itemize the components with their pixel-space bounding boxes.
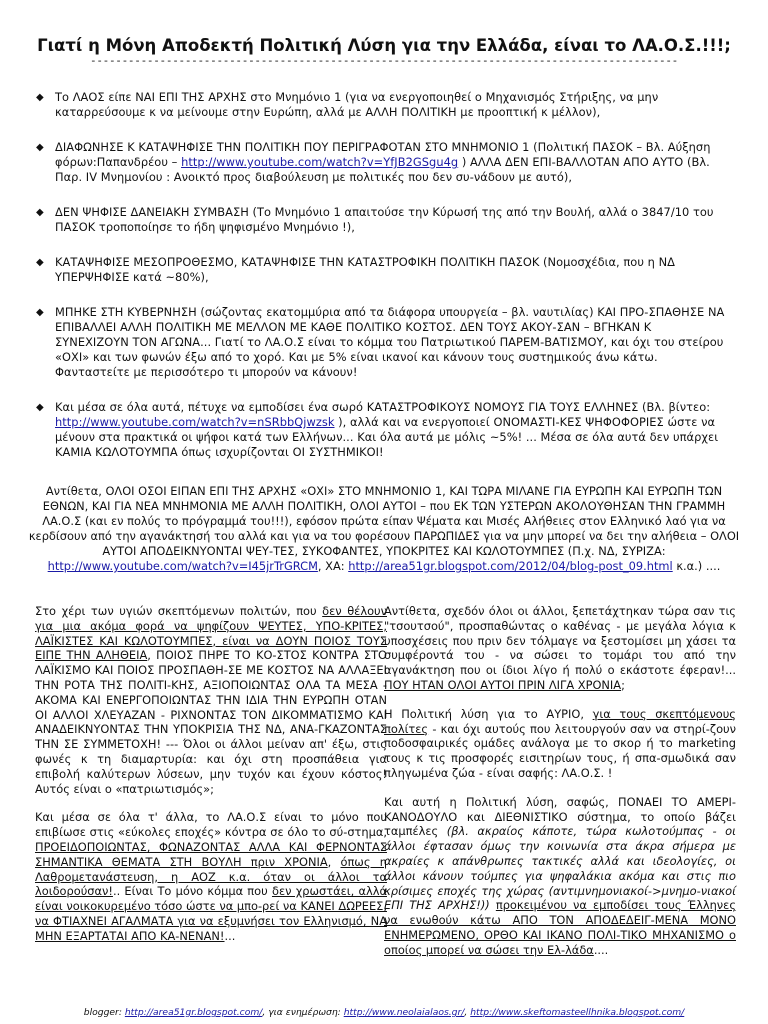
underlined-text: προκειμένου να εμποδίσει τους Έλληνες να ενωθούν κάτω ΑΠΟ ΤΟΝ ΑΠΟΔΕΔΕΙΓ-ΜΕΝΑ ΜΟΝΟ ΕΝΗΜΕΡΩΜΕΝΟ, ΟΡΘΟ ΚΑΙ ΙΚΑΝΟ ΠΟΛΙ-ΤΙΚΟ ΜΗΧΑΝΙΣΜΟ ο οποίος μπορεί να σώσει την Ελ-λάδα — [384, 898, 737, 957]
footer-link[interactable]: http://www.neolaialaos.gr/ — [343, 1007, 465, 1018]
bullet-list — [36, 90, 726, 480]
paragraph-text: .. Είναι Το μόνο κόμμα που — [112, 884, 272, 899]
diamond-bullet-icon: ◆ — [36, 307, 44, 318]
bullet-text: ΜΠΗΚΕ ΣΤΗ ΚΥΒΕΡΝΗΣΗ (σώζοντας εκατομμύρια από τα διάφορα υπουργεία – βλ. ναυτιλίας) ΚΑΙ ΠΡΟ-ΣΠΑΘΗΣΕ ΝΑ ΕΠΙΒΑΛΛΕΙ ΑΛΛΗ ΠΟΛΙΤΙΚΗ ΜΕ ΜΕΛΛΟΝ ΜΕ ΚΑΘΕ ΠΟΛΙΤΙΚΟ ΚΟΣΤΟΣ. ΔΕΝ ΤΟΥΣ ΑΚΟΥ-ΣΑΝ – ΒΓΗΚΑΝ Κ ΣΥΝΕΧΙΖΟΥΝ ΤΟΝ ΑΓΩΝΑ... Γιατί το ΛΑ.Ο.Σ είναι το κόμμα του Πατριωτικού ΠΑΡΕΜ-ΒΑΤΙΣΜΟΥ, και όχι του στείρου «ΟΧΙ» και των φωνών έξω από το χορό. Και με 5% είναι ικανοί και κάνουν τους συστημικούς άνω κάτω. Φανταστείτε με περισσότερο τι μπορούν να κάνουν! — [55, 305, 725, 379]
underlined-text: για τους σκεπτόμενους πολίτες — [384, 706, 736, 736]
youtube-link[interactable]: http://www.youtube.com/watch?v=I45jrTrGRCM — [47, 559, 318, 573]
youtube-link[interactable]: http://www.youtube.com/watch?v=YfJB2GSgu4g — [181, 155, 459, 169]
blog-link[interactable]: http://area51gr.blogspot.com/2012/04/blog-post_09.html — [348, 559, 673, 573]
paragraph-text: , — [327, 854, 341, 869]
left-column — [35, 604, 387, 958]
underlined-text: δεν χρωστάει, αλλά είναι νοικοκυρεμένο τόσο ώστε να μπο-ρεί να ΚΑΝΕΙ ΔΩΡΕΕΣ, να ΦΤΙΑΧΝΕΙ ΑΓΑΛΜΑΤΑ για να εξυμνήσει τον Ελληνισμό, ΝΑ ΜΗΝ ΕΞΑΡΤΑΤΑΙ ΑΠΟ ΚΑ-ΝΕΝΑΝ! — [35, 884, 387, 943]
paragraph — [35, 604, 387, 796]
bullet-text: Και μέσα σε όλα αυτά, πέτυχε να εμποδίσει ένα σωρό ΚΑΤΑΣΤΡΟΦΙΚΟΥΣ ΝΟΜΟΥΣ ΓΙΑ ΤΟΥΣ ΕΛΛΗΝΕΣ (Βλ. βίντεο: — [55, 400, 711, 414]
diamond-bullet-icon: ◆ — [36, 207, 44, 218]
bullet-text: Το ΛΑΟΣ είπε ΝΑΙ ΕΠΙ ΤΗΣ ΑΡΧΗΣ στο Μνημόνιο 1 (για να ενεργοποιηθεί ο Μηχανισμός Στήριξης, να μην καταρρεύσουμε κ να μείνουμε στην Ευρώπη, αλλά με ΑΛΛΗ ΠΟΛΙΤΙΚΗ με προοπτική κ μέλλον), — [55, 90, 659, 119]
bullet-text: ΚΑΤΑΨΗΦΙΣΕ ΜΕΣΟΠΡΟΘΕΣΜΟ, ΚΑΤΑΨΗΦΙΣΕ ΤΗΝ ΚΑΤΑΣΤΡΟΦΙΚΗ ΠΟΛΙΤΙΚΗ ΠΑΣΟΚ (Νομοσχέδια, που η ΝΔ ΥΠΕΡΨΗΦΙΣΕ κατά ~80%), — [55, 255, 675, 284]
bullet-text: ) ΑΛΛΑ ΔΕΝ ΕΠΙ-ΒΑΛΛΟΤΑΝ ΑΠΟ ΑΥΤΟ (Βλ. Παρ. IV Μνημονίου : Ανοικτό προς διαβούλευση με πολιτικές που δεν συ-νάδουν με αυτό), — [55, 155, 710, 184]
paragraph-text: .... — [593, 942, 609, 957]
underlined-text: δεν θέλουν για μια ακόμα φορά να ψηφίζουν ΨΕΥΤΕΣ, ΥΠΟ-ΚΡΙΤΕΣ, ΛΑΪΚΙΣΤΕΣ ΚΑΙ ΚΩΛΟΤΟΥΜΠΕΣ, είναι να ΔΟΥΝ ΠΟΙΟΣ ΤΟΥΣ ΕΙΠΕ ΤΗΝ ΑΛΗΘΕΙΑ — [35, 604, 387, 663]
underlined-text: όπως η Λαθρομετανάστευση, η ΑΟΖ κ.α. όταν οι άλλοι τα λοιδορούσαν! — [35, 854, 387, 899]
bullet-text: ΔΙΑΦΩΝΗΣΕ Κ ΚΑΤΑΨΗΦΙΣΕ ΤΗΝ ΠΟΛΙΤΙΚΗ ΠΟΥ ΠΕΡΙΓΡΑΦΟΤΑΝ ΣΤΟ ΜΝΗΜΟΝΙΟ 1 (Πολιτική ΠΑΣΟΚ – Βλ. Αύξηση φόρων:Παπανδρέου – — [55, 140, 711, 169]
title-rule: --------------------------------------------------------------------------------------------- — [90, 55, 678, 67]
italic-text: (βλ. ακραίος κάποτε, τώρα κωλοτούμπας - οι άλλοι έφτασαν όμως την κοινωνία στα άκρα σήμερα με ακραίες κ απάνθρωπες τακτικές αλλά και ιδεολογίες, οι άλλοι κάνουν τούμπες για ψηφαλάκια ακόμα και στις πιο κρίσιμες εποχές της χώρας (αντιμνημονιακοί->μνημο-νιακοί ΕΠΙ ΤΗΣ ΑΡΧΗΣ!)) — [384, 824, 736, 913]
footer-link[interactable]: http://area51gr.blogspot.com/ — [124, 1007, 263, 1018]
paragraph — [384, 795, 736, 958]
page-title: Γιατί η Μόνη Αποδεκτή Πολιτική Λύση για την Ελλάδα, είναι το ΛΑ.Ο.Σ.!!!; — [37, 36, 731, 55]
diamond-bullet-icon: ◆ — [36, 402, 44, 413]
footer-label: , — [464, 1007, 471, 1018]
paragraph-text: Αντίθετα, ΟΛΟΙ ΟΣΟΙ ΕΙΠΑΝ ΕΠΙ ΤΗΣ ΑΡΧΗΣ «ΟΧΙ» ΣΤΟ ΜΝΗΜΟΝΙΟ 1, ΚΑΙ ΤΩΡΑ ΜΙΛΑΝΕ ΓΙΑ ΕΥΡΩΠΗ ΚΑΙ ΕΥΡΩΠΗ ΤΩΝ ΕΘΝΩΝ, ΚΑΙ ΓΙΑ ΝΕΑ ΜΝΗΜΟΝΙΑ ΜΕ ΑΛΛΗ ΠΟΛΙΤΙΚΗ, ΟΛΟΙ ΑΥΤΟΙ – που ΕΚ ΤΩΝ ΥΣΤΕΡΩΝ ΑΚΟΛΟΥΘΗΣΑΝ ΤΗΝ ΓΡΑΜΜΗ ΛΑ.Ο.Σ (και εν πολύς το πρόγραμμά του!!!), εφόσον πρώτα είπαν Ψέματα και Μισές Αλήθειες στον Ελληνικό λαό για να κερδίσουν από την αγανάκτησή του αλλά και για να του φορέσουν ΠΑΡΩΠΙΔΕΣ για να μην μπορεί να δει την αλήθεια – ΟΛΟΙ ΑΥΤΟΙ ΑΠΟΔΕΙΚΝΥΟΝΤΑΙ ΨΕΥ-ΤΕΣ, ΣΥΚΟΦΑΝΤΕΣ, ΥΠΟΚΡΙΤΕΣ ΚΑΙ ΚΩΛΟΤΟΥΜΠΕΣ (Π.χ. ΝΔ, ΣΥΡΙΖΑ: — [28, 484, 740, 558]
paragraph-text: , ΠΟΙΟΣ ΠΗΡΕ ΤΟ ΚΟ-ΣΤΟΣ ΚΟΝΤΡΑ ΣΤΟ ΛΑΪΚΙΣΜΟ ΚΑΙ ΠΟΙΟΣ ΠΡΟΣΠΑΘΗ-ΣΕ ΜΕ ΚΟΣΤΟΣ ΝΑ ΑΛΛΑΞΕΙ ΤΗΝ ΡΟΤΑ ΤΗΣ ΠΟΛΙΤΙ-ΚΗΣ, ΑΞΙΟΠΟΙΩΝΤΑΣ ΟΛΑ ΤΑ ΜΕΣΑ - ΑΚΟΜΑ ΚΑΙ ΕΝΕΡΓΟΠΟΙΩΝΤΑΣ ΤΗΝ ΙΔΙΑ ΤΗΝ ΕΥΡΩΠΗ ΟΤΑΝ ΟΙ ΑΛΛΟΙ ΧΛΕΥΑΖΑΝ - ΡΙΧΝΟΝΤΑΣ ΤΟΝ ΔΙΚΟΜΜΑΤΙΣΜΟ ΚΑΙ ΑΝΑΔΕΙΚΝΥΟΝΤΑΣ ΤΗΝ ΥΠΟΚΡΙΣΙΑ ΤΗΣ ΝΔ, ΑΝΑ-ΓΚΑΖΟΝΤΑΣ ΤΗΝ ΣΕ ΣΥΜΜΕΤΟΧΗ! --- Όλοι οι άλλοι μείναν απ' έξω, στις φωνές κ τη διαμαρτυρία: και όχι στη προσπάθεια για επιβολή καλύτερων λύσεων, μην τυχόν και έχουν κόστος! Αυτός είναι ο «πατριωτισμός»; — [35, 648, 387, 796]
diamond-bullet-icon: ◆ — [36, 257, 44, 268]
bullet-text: ΔΕΝ ΨΗΦΙΣΕ ΔΑΝΕΙΑΚΗ ΣΥΜΒΑΣΗ (Το Μνημόνιο 1 απαιτούσε την Κύρωσή της από την Βουλή, αλλά ο 3847/10 του ΠΑΣΟΚ τροποποίησε το ήδη ψηφισμένο Μνημόνιο !), — [55, 205, 714, 234]
paragraph-text: Η Πολιτική λύση για το ΑΥΡΙΟ, — [384, 706, 593, 721]
centered-paragraph — [24, 484, 744, 574]
paragraph-text: Και μέσα σε όλα τ' άλλα, το ΛΑ.Ο.Σ είναι το μόνο που επιβίωσε στις «εύκολες εποχές» κόντρα σε όλο το σύ-στημα, — [35, 810, 387, 840]
footer-label: , για ενημέρωση: — [262, 1007, 344, 1018]
list-item — [36, 400, 726, 460]
paragraph-text: ... — [224, 928, 236, 943]
footer-link[interactable]: http://www.skeftomasteellhnika.blogspot.com/ — [470, 1007, 685, 1018]
paragraph-text: Στο χέρι των υγιών σκεπτόμενων πολιτών, που — [35, 604, 323, 618]
bullet-text: ), αλλά και να ενεργοποιεί ΟΝΟΜΑΣΤΙ-ΚΕΣ ΨΗΦΟΦΟΡΙΕΣ ώστε να μένουν στα πρακτικά οι ψήφοι κατά των Ελλήνων... Και όλα αυτά με μόλις ~5%! ... Μέσα σε όλα αυτά δεν υπάρχει ΚΑΜΙΑ ΚΩΛΟΤΟΥΜΠΑ όπως ισχυρίζονται ΟΙ ΣΥΣΤΗΜΙΚΟΙ! — [55, 415, 719, 459]
paragraph — [384, 707, 736, 781]
paragraph — [384, 604, 736, 693]
underlined-text: ΠΟΥ ΗΤΑΝ ΟΛΟΙ ΑΥΤΟΙ ΠΡΙΝ ΛΙΓΑ ΧΡΟΝΙΑ — [384, 677, 622, 692]
list-item — [36, 140, 726, 185]
list-item — [36, 305, 726, 380]
underlined-text: ΠΡΟΕΙΔΟΠΟΙΩΝΤΑΣ, ΦΩΝΑΖΟΝΤΑΣ ΑΛΛΑ ΚΑΙ ΦΕΡΝΟΝΤΑΣ ΣΗΜΑΝΤΙΚΑ ΘΕΜΑΤΑ ΣΤΗ ΒΟΥΛΗ πριν ΧΡΟΝΙΑ — [35, 839, 387, 869]
page-footer — [0, 1007, 768, 1018]
youtube-link[interactable]: http://www.youtube.com/watch?v=nSRbbQjwzsk — [55, 415, 335, 429]
paragraph-text: - και όχι αυτούς που λειτουργούν σαν να στηρί-ζουν ποδοσφαιρικές ομάδες ανάλογα με το σκορ ή το marketing τους κ τις προσφορές εισιτηρίων τους, ή σπα-σμωδικά σαν πληγωμένα ζώα - είναι σαφής: ΛΑ.Ο.Σ. ! — [384, 721, 736, 780]
list-item — [36, 90, 726, 120]
diamond-bullet-icon: ◆ — [36, 142, 44, 153]
paragraph-text: Αντίθετα, σχεδόν όλοι οι άλλοι, ξεπετάχτηκαν τώρα σαν τις "τσουτσού", προσπαθώντας ο καθένας - με μεγάλα λόγια κ υποσχέσεις που πριν δεν τόλμαγε να ξεστομίσει μη χάσει τα συμφέροντά του - να σώσει το τομάρι του από την αγανάκτηση που οι ίδιοι λίγο ή πολύ ο εκάστοτε έφεραν!... — [384, 604, 736, 678]
list-item — [36, 205, 726, 235]
paragraph-text: κ.α.) .... — [672, 559, 721, 573]
paragraph — [35, 810, 387, 943]
footer-label: blogger: — [83, 1007, 125, 1018]
paragraph-text: ; — [621, 677, 625, 692]
right-column — [384, 604, 736, 972]
paragraph-text: Και αυτή η Πολιτική λύση, σαφώς, ΠΟΝΑΕΙ ΤΟ ΑΜΕΡΙ-ΚΑΝΟΔΟΥΛΟ και ΔΙΕΘΝΙΣΤΙΚΟ σύστημα, το οποίο βάζει ταμπέλες — [384, 794, 736, 839]
paragraph-text: , ΧΑ: — [317, 559, 349, 573]
list-item — [36, 255, 726, 285]
diamond-bullet-icon: ◆ — [36, 92, 44, 103]
